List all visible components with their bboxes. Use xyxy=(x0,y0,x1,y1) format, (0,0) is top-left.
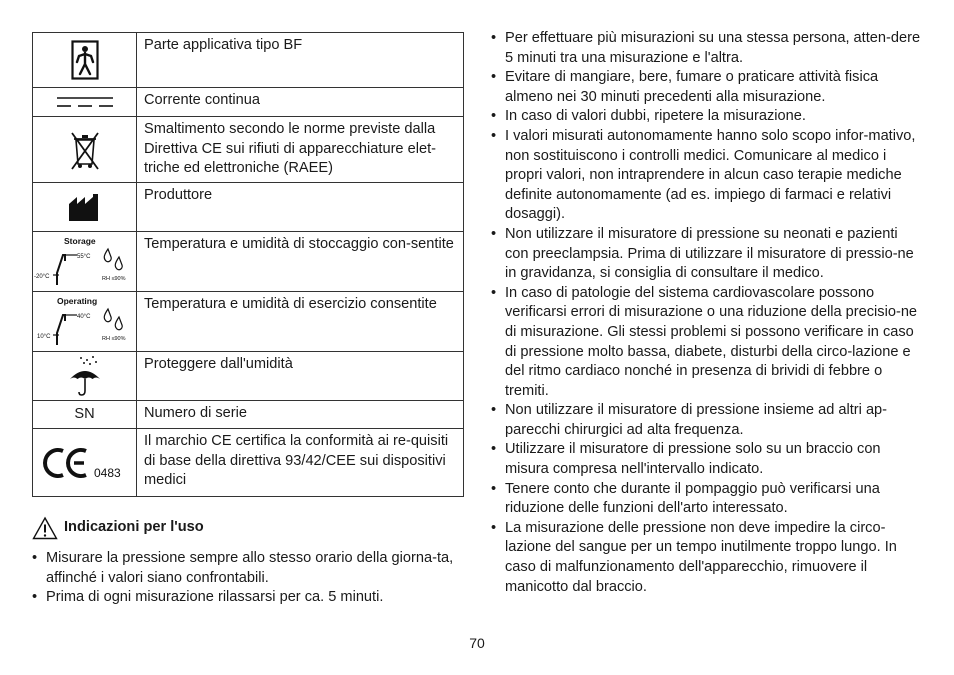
symbol-cell xyxy=(33,33,137,88)
table-row xyxy=(33,88,464,117)
table-row xyxy=(33,292,464,352)
list-item: • La misurazione delle pressione non deve impedire la circo-lazione del sangue per un tempo inutilmente troppo lungo. In caso di malfunzionamento dell'apparecchio, rimuovere il manicotto dal braccio. xyxy=(491,519,925,597)
table-row xyxy=(33,352,464,401)
operating-temp-high: 40°C xyxy=(77,313,91,320)
symbol-description: Parte applicativa tipo BF xyxy=(137,33,464,88)
serial-number-symbol: SN xyxy=(33,401,137,429)
symbol-description: Corrente continua xyxy=(137,88,464,117)
list-item: • Misurare la pressione sempre allo stesso orario della giorna-ta, affinché i valori siano confrontabili. xyxy=(32,549,464,588)
symbol-cell xyxy=(33,292,137,352)
table-row xyxy=(33,429,464,497)
usage-instructions-list xyxy=(32,549,464,608)
storage-humidity: RH ≤90% xyxy=(102,275,126,282)
symbol-cell xyxy=(33,352,137,401)
table-row xyxy=(33,232,464,292)
list-item: • Tenere conto che durante il pompaggio può verificarsi una riduzione delle funzioni dell'arto interessato. xyxy=(491,480,925,519)
table-row xyxy=(33,183,464,232)
symbol-description: Temperatura e umidità di stoccaggio con-sentite xyxy=(137,232,464,292)
list-item: • Non utilizzare il misuratore di pressione insieme ad altri ap-parecchi chirurgici ad alta frequenza. xyxy=(491,401,925,440)
warning-triangle-icon xyxy=(32,516,58,540)
list-item: • Non utilizzare il misuratore di pressione su neonati e pazienti con preeclampsia. Prima di utilizzare il misuratore di pressio-ne in gravidanza, si consiglia di consultare il medico. xyxy=(491,225,925,284)
storage-temp-low: -20°C xyxy=(34,273,50,280)
page-number: 70 xyxy=(469,635,485,651)
symbol-cell xyxy=(33,88,137,117)
list-item: • Utilizzare il misuratore di pressione solo su un braccio con misura compresa nell'intervallo indicato. xyxy=(491,440,925,479)
symbol-description: Numero di serie xyxy=(137,401,464,429)
usage-instructions-list-continued xyxy=(491,29,925,597)
table-row xyxy=(33,401,464,429)
ce-notified-body-code: 0483 xyxy=(93,465,121,480)
table-row xyxy=(33,33,464,88)
heading-text: Indicazioni per l'uso xyxy=(64,519,204,536)
symbol-description: Temperatura e umidità di esercizio consentite xyxy=(137,292,464,352)
storage-temperature-humidity-icon xyxy=(33,233,136,291)
symbol-description: Proteggere dall'umidità xyxy=(137,352,464,401)
storage-temp-high: 55°C xyxy=(77,253,91,260)
list-item: • Per effettuare più misurazioni su una stessa persona, atten-dere 5 minuti tra una misurazione e l'altra. xyxy=(491,29,925,68)
operating-label: Operating xyxy=(57,295,98,306)
symbol-description: Smaltimento secondo le norme previste dalla Direttiva CE sui rifiuti di apparecchiature elet-triche ed elettroniche (RAEE) xyxy=(137,117,464,183)
direct-current-icon xyxy=(55,95,115,109)
list-item: • Evitare di mangiare, bere, fumare o praticare attività fisica almeno nei 30 minuti precedenti alla misurazione. xyxy=(491,68,925,107)
usage-instructions-heading xyxy=(32,516,204,540)
ce-mark-icon xyxy=(41,446,129,480)
symbol-description: Produttore xyxy=(137,183,464,232)
operating-humidity: RH ≤90% xyxy=(102,335,126,342)
symbols-table xyxy=(32,32,464,497)
operating-temp-low: 10°C xyxy=(37,333,51,340)
symbol-cell xyxy=(33,232,137,292)
manufacturer-icon xyxy=(68,192,102,222)
list-item: • In caso di valori dubbi, ripetere la misurazione. xyxy=(491,107,925,127)
symbol-cell xyxy=(33,117,137,183)
symbol-description: Il marchio CE certifica la conformità ai re-quisiti di base della direttiva 93/42/CEE sui dispositivi medici xyxy=(137,429,464,497)
weee-crossed-bin-icon xyxy=(68,129,102,171)
type-bf-applied-part-icon xyxy=(71,40,99,80)
symbol-cell xyxy=(33,183,137,232)
keep-dry-umbrella-icon xyxy=(67,355,103,397)
symbol-cell xyxy=(33,429,137,497)
operating-temperature-humidity-icon xyxy=(33,293,136,351)
table-row xyxy=(33,117,464,183)
storage-label: Storage xyxy=(64,235,96,246)
list-item: • In caso di patologie del sistema cardiovascolare possono verificarsi errori di misurazione o una riduzione della precisio-ne di misurazione. Gli stessi problemi si possono verificare in caso di pressione molto bassa, diabete, disturbi della circo-lazione e del ritmo cardiaco nonché in presenza di brividi di febbre o tremiti. xyxy=(491,284,925,402)
list-item: • I valori misurati autonomamente hanno solo scopo infor-mativo, non sostituiscono i controlli medici. Comunicare al medico i propri valori, non intraprendere in alcun caso terapie mediche definite autonomamente (ad es. impiego di farmaci e relativi dosaggi). xyxy=(491,127,925,225)
list-item: • Prima di ogni misurazione rilassarsi per ca. 5 minuti. xyxy=(32,588,464,608)
